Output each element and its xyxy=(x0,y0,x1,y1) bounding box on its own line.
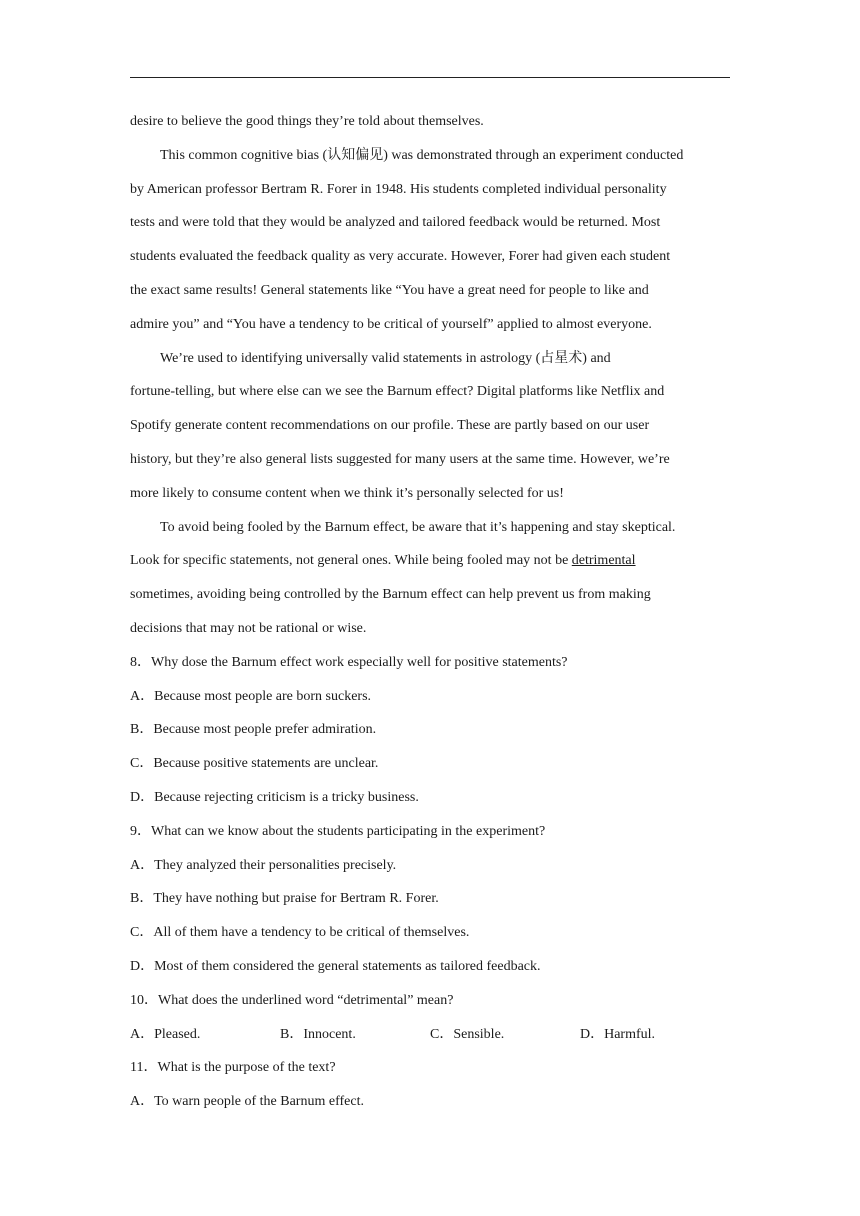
passage-line xyxy=(130,544,730,578)
passage-line: more likely to consume content when we think it’s personally selected for us! xyxy=(130,485,564,501)
passage-line: fortune-telling, but where else can we see the Barnum effect? Digital platforms like Netflix and xyxy=(130,384,665,400)
question-11: 11．What is the purpose of the text? xyxy=(130,1060,336,1076)
passage-line: history, but they’re also general lists suggested for many users at the same time. However, we’re xyxy=(130,451,670,467)
option: D．Because rejecting criticism is a tricky business. xyxy=(130,789,419,805)
question-10: 10．What does the underlined word “detrimental” mean? xyxy=(130,992,454,1008)
question-8: 8．Why dose the Barnum effect work especially well for positive statements? xyxy=(130,654,568,670)
passage-line: To avoid being fooled by the Barnum effect, be aware that it’s happening and stay skeptical. xyxy=(160,519,676,535)
option: A．Because most people are born suckers. xyxy=(130,688,372,704)
passage-line: decisions that may not be rational or wise. xyxy=(130,620,367,636)
option: A．To warn people of the Barnum effect. xyxy=(130,1094,364,1110)
passage-line: by American professor Bertram R. Forer in 1948. His students completed individual personality xyxy=(130,181,667,197)
passage-line: students evaluated the feedback quality as very accurate. However, Forer had given each student xyxy=(130,249,671,265)
passage-and-questions xyxy=(130,105,730,1119)
option: C．All of them have a tendency to be critical of themselves. xyxy=(130,925,470,941)
passage-line: This common cognitive bias (认知偏见) was demonstrated through an experiment conducted xyxy=(160,147,684,163)
option: C．Sensible. xyxy=(430,1026,505,1042)
option: C．Because positive statements are unclear. xyxy=(130,756,379,772)
passage-line: tests and were told that they would be analyzed and tailored feedback would be returned. Most xyxy=(130,215,661,231)
passage-line: admire you” and “You have a tendency to be critical of yourself” applied to almost everyone. xyxy=(130,316,652,332)
option: B．Innocent. xyxy=(280,1026,356,1042)
option: A．Pleased. xyxy=(130,1026,201,1042)
passage-line: sometimes, avoiding being controlled by the Barnum effect can help prevent us from making xyxy=(130,587,651,603)
header-rule xyxy=(130,77,730,78)
option: B．Because most people prefer admiration. xyxy=(130,722,377,738)
option: A．They analyzed their personalities precisely. xyxy=(130,857,397,873)
option: D．Most of them considered the general statements as tailored feedback. xyxy=(130,958,541,974)
underlined-word: detrimental xyxy=(571,553,636,569)
options-row xyxy=(130,1018,730,1052)
passage-line: the exact same results! General statements like “You have a great need for people to like and xyxy=(130,282,649,298)
passage-text: Look for specific statements, not general ones. While being fooled may not be xyxy=(130,553,572,569)
passage-line: desire to believe the good things they’re told about themselves. xyxy=(130,114,484,129)
passage-line: Spotify generate content recommendations on our profile. These are partly based on our user xyxy=(130,418,650,434)
option: D．Harmful. xyxy=(580,1026,656,1042)
option: B．They have nothing but praise for Bertram R. Forer. xyxy=(130,891,439,907)
passage-line: We’re used to identifying universally valid statements in astrology (占星术) and xyxy=(160,350,611,366)
question-9: 9．What can we know about the students participating in the experiment? xyxy=(130,823,546,839)
